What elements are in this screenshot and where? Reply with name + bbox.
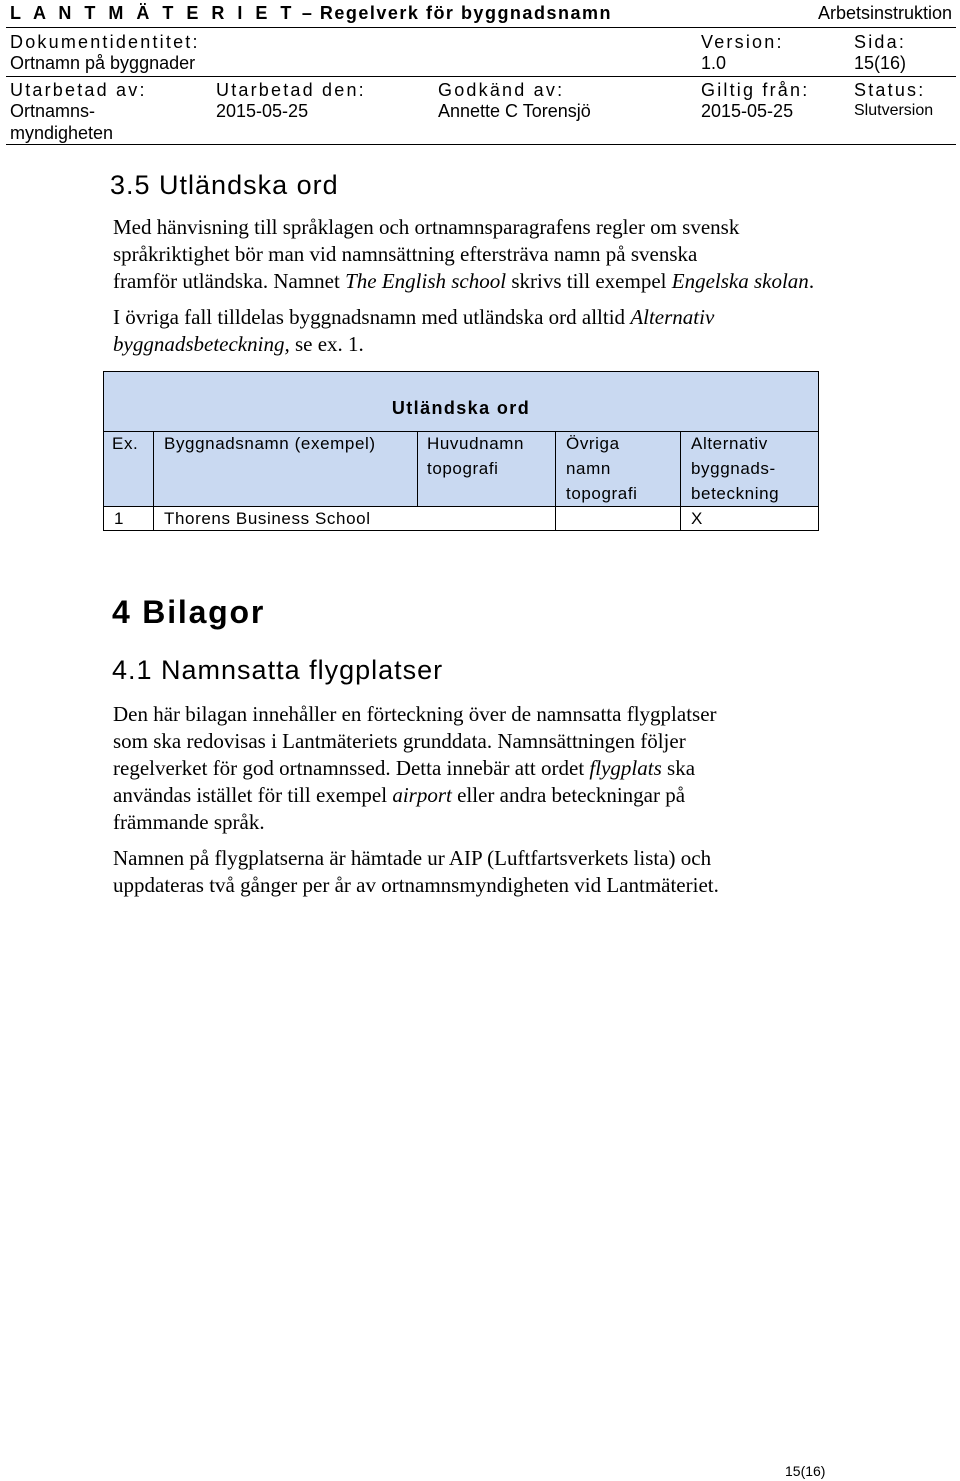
text-line — [113, 268, 833, 295]
author-value-line1: Ortnamns- — [10, 101, 96, 121]
text-line: Med hänvisning till språklagen och ortnamnsparagrafens regler om svensk — [113, 215, 740, 239]
header-divider — [6, 144, 956, 145]
text-span: skrivs till exempel — [506, 269, 672, 293]
header-line: Alternativ — [691, 434, 768, 453]
header-line: beteckning — [691, 484, 780, 503]
header-divider — [6, 76, 956, 77]
table-rule — [153, 431, 154, 531]
text-span: se ex. 1. — [289, 332, 364, 356]
approved-label: Godkänd av: — [438, 80, 565, 100]
section-heading: 4.1 Namnsatta flygplatser — [112, 655, 444, 685]
cell-alt: X — [691, 509, 703, 528]
text-span: användas istället för till exempel — [113, 783, 393, 807]
text-line: främmande språk. — [113, 810, 265, 834]
cell-ex: 1 — [114, 509, 125, 528]
text-span: ska — [661, 756, 696, 780]
version-value: 1.0 — [701, 53, 727, 73]
header-title — [10, 2, 612, 24]
page-label: Sida: — [854, 32, 907, 52]
column-header-other — [566, 431, 638, 506]
text-span: framför utländska. Namnet — [113, 269, 346, 293]
body-paragraph — [113, 304, 833, 358]
column-header-name: Byggnadsnamn (exempel) — [164, 434, 376, 453]
doc-title: Regelverk för byggnadsnamn — [319, 3, 612, 23]
text-line: uppdateras två gånger per år av ortnamnsmyndigheten vid Lantmäteriet. — [113, 873, 719, 897]
page-value: 15(16) — [854, 53, 907, 73]
doc-id-value: Ortnamn på byggnader — [10, 53, 196, 73]
cell-name: Thorens Business School — [164, 509, 371, 528]
table-title: Utländska ord — [391, 398, 531, 418]
header-line: namn — [566, 459, 611, 478]
column-header-ex: Ex. — [112, 434, 139, 453]
status-label: Status: — [854, 80, 926, 100]
approved-value: Annette C Torensjö — [438, 101, 591, 121]
header-divider — [6, 27, 956, 28]
column-header-main — [427, 431, 524, 481]
text-span: I övriga fall tilldelas byggnadsnamn med utländska ord alltid — [113, 305, 631, 329]
status-value: Slutversion — [854, 102, 934, 119]
doc-type: Arbetsinstruktion — [817, 3, 952, 23]
header-line: Huvudnamn — [427, 434, 525, 453]
author-label: Utarbetad av: — [10, 80, 147, 100]
italic-term: airport — [392, 783, 452, 807]
version-label: Version: — [701, 32, 784, 52]
body-paragraph — [113, 214, 833, 295]
table-rule — [417, 431, 418, 507]
section-heading: 3.5 Utländska ord — [110, 170, 339, 200]
date-value: 2015-05-25 — [216, 101, 309, 121]
valid-label: Giltig från: — [701, 80, 810, 100]
italic-term: flygplats — [589, 756, 662, 780]
text-span: eller andra beteckningar på — [451, 783, 686, 807]
text-line: som ska redovisas i Lantmäteriets grunddata. Namnsättningen följer — [113, 729, 686, 753]
text-line — [113, 304, 833, 331]
header-line: byggnads- — [691, 459, 776, 478]
header-line: topografi — [566, 484, 638, 503]
org-name: L A N T M Ä T E R I E T — [10, 3, 296, 23]
italic-term: The English school — [345, 269, 507, 293]
column-header-alt — [691, 431, 779, 506]
chapter-heading: 4 Bilagor — [112, 594, 266, 630]
title-dash: – — [301, 3, 314, 23]
text-span: regelverket för god ortnamnssed. Detta innebär att ordet — [113, 756, 590, 780]
text-line: Namnen på flygplatserna är hämtade ur AIP (Luftfartsverkets lista) och — [113, 846, 712, 870]
text-span: . — [808, 269, 815, 293]
doc-id-label: Dokumentidentitet: — [10, 32, 200, 52]
italic-term: byggnadsbeteckning, — [113, 332, 290, 356]
body-paragraph — [113, 701, 853, 836]
text-line — [113, 331, 833, 358]
italic-term: Engelska skolan — [671, 269, 809, 293]
table-rule — [555, 431, 556, 531]
footer-page-number: 15(16) — [785, 1463, 826, 1479]
date-label: Utarbetad den: — [216, 80, 366, 100]
author-value-line2: myndigheten — [10, 123, 114, 143]
header-line: topografi — [427, 459, 499, 478]
italic-term: Alternativ — [630, 305, 715, 329]
table-rule — [680, 431, 681, 531]
text-line — [113, 782, 853, 809]
text-line: Den här bilagan innehåller en förteckning över de namnsatta flygplatser — [113, 702, 717, 726]
header-line: Övriga — [566, 434, 620, 453]
text-line — [113, 755, 853, 782]
valid-value: 2015-05-25 — [701, 101, 794, 121]
text-line: språkriktighet bör man vid namnsättning eftersträva namn på svenska — [113, 242, 698, 266]
body-paragraph — [113, 845, 853, 899]
